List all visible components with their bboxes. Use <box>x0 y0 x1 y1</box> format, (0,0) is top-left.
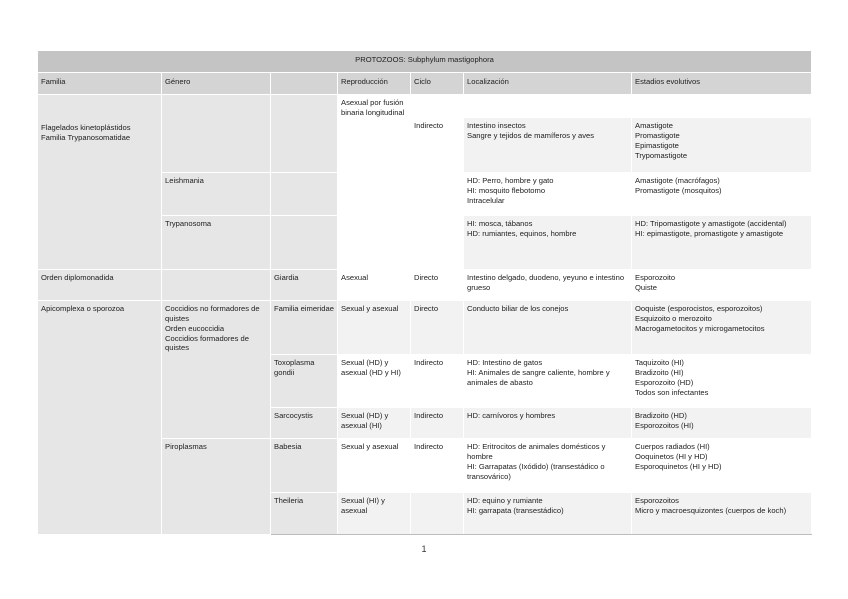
estadio-item: Ooquiste (esporocistos, esporozoitos) <box>635 304 763 313</box>
estadio-item: HD: Tripomastigote y amastigote (accidental) <box>635 219 787 228</box>
estadio-item: Taquizoito (HI) <box>635 358 684 367</box>
table-row <box>38 301 812 355</box>
localizacion-line: Intestino insectos <box>467 121 526 130</box>
localizacion-cell: HD: carnívoros y hombres <box>464 408 632 439</box>
estadio-item: Promastigote (mosquitos) <box>635 185 722 195</box>
familia-cell: Orden diplomonadida <box>38 270 162 301</box>
familia-cell: Apicomplexa o sporozoa <box>38 301 162 535</box>
estadio-item: Amastigote <box>635 121 673 130</box>
table-header-row <box>38 73 812 95</box>
table-title-row <box>38 51 812 73</box>
ciclo-cell: Indirecto <box>411 355 464 408</box>
genero-cell: Piroplasmas <box>162 439 271 535</box>
localizacion-cell <box>464 439 632 493</box>
ciclo-cell: Directo <box>411 270 464 301</box>
localizacion-line: HI: Garrapatas (Ixódido) (transestádico o transovárico) <box>467 461 605 481</box>
localizacion-cell <box>464 173 632 216</box>
localizacion-cell <box>464 355 632 408</box>
page-number: 1 <box>421 544 427 554</box>
estadio-item: Micro y macroesquizontes (cuerpos de koch) <box>635 505 787 515</box>
reproduccion-cell: Sexual (HI) y asexual <box>338 493 411 535</box>
localizacion-line: HI: garrapata (transestádico) <box>467 505 564 515</box>
estadio-item: Todos son infectantes <box>635 387 709 397</box>
especie-cell: Theileria <box>271 493 338 535</box>
especie-cell <box>271 216 338 270</box>
localizacion-cell <box>464 118 632 173</box>
especie-cell: Familia eimeridae <box>271 301 338 355</box>
estadios-cell <box>632 118 812 173</box>
estadio-item: Bradizoito (HD) <box>635 411 687 420</box>
estadio-item: Promastigote <box>635 130 680 140</box>
reproduccion-cell: Asexual por fusión binaria longitudinal <box>338 95 411 270</box>
estadios-cell <box>632 493 812 535</box>
header-genero: Género <box>162 73 271 95</box>
estadio-item: HI: epimastigote, promastigote y amastigote <box>635 228 784 238</box>
ciclo-cell: Indirecto <box>411 439 464 493</box>
localizacion-line: HD: Eritrocitos de animales domésticos y hombre <box>467 442 606 461</box>
localizacion-line: HI: mosquito flebotomo <box>467 185 546 195</box>
estadio-item: Esporozoitos <box>635 496 679 505</box>
header-localizacion: Localización <box>464 73 632 95</box>
estadio-item: Macrogametocitos y microgametocitos <box>635 323 765 333</box>
familia-line: Familia Trypanosomatidae <box>41 132 131 142</box>
reproduccion-cell: Asexual <box>338 270 411 301</box>
especie-cell: Toxoplasma gondii <box>271 355 338 408</box>
localizacion-line: Intracelular <box>467 195 505 205</box>
estadios-cell <box>632 173 812 216</box>
estadios-cell <box>632 355 812 408</box>
estadios-cell <box>632 216 812 270</box>
localizacion-line: HI: Animales de sangre caliente, hombre y animales de abasto <box>467 367 610 387</box>
especie-cell: Babesia <box>271 439 338 493</box>
estadio-item: Cuerpos radiados (HI) <box>635 442 710 451</box>
genero-cell <box>162 301 271 439</box>
localizacion-cell <box>464 95 632 118</box>
localizacion-line: Sangre y tejidos de mamíferos y aves <box>467 130 595 140</box>
estadio-item: Esporozoito <box>635 273 676 282</box>
reproduccion-cell: Sexual y asexual <box>338 439 411 493</box>
estadios-cell <box>632 270 812 301</box>
localizacion-cell <box>464 216 632 270</box>
localizacion-cell: Conducto biliar de los conejos <box>464 301 632 355</box>
localizacion-line: HD: Perro, hombre y gato <box>467 176 554 185</box>
estadios-cell <box>632 408 812 439</box>
estadio-item: Ooquinetos (HI y HD) <box>635 451 708 461</box>
especie-cell <box>271 95 338 173</box>
familia-line: Flagelados kinetoplástidos <box>41 123 131 132</box>
genero-cell: Leishmania <box>162 173 271 216</box>
table-row <box>38 95 812 118</box>
ciclo-cell <box>411 95 464 118</box>
localizacion-cell: Intestino delgado, duodeno, yeyuno e intestino grueso <box>464 270 632 301</box>
localizacion-line: HD: equino y rumiante <box>467 496 543 505</box>
genero-cell: Trypanosoma <box>162 216 271 270</box>
genero-cell <box>162 270 271 301</box>
localizacion-cell <box>464 493 632 535</box>
genero-line: Coccidios formadores de quistes <box>165 333 249 353</box>
estadios-cell <box>632 439 812 493</box>
estadio-item: Amastigote (macrófagos) <box>635 176 720 185</box>
genero-line: Orden eucoccidia <box>165 323 225 333</box>
familia-cell <box>38 95 162 270</box>
ciclo-cell: Directo <box>411 301 464 355</box>
reproduccion-cell: Sexual (HD) y asexual (HI) <box>338 408 411 439</box>
header-familia: Familia <box>38 73 162 95</box>
header-reproduccion: Reproducción <box>338 73 411 95</box>
protozoa-table <box>37 50 812 535</box>
table-row <box>38 270 812 301</box>
reproduccion-cell: Sexual (HD) y asexual (HD y HI) <box>338 355 411 408</box>
localizacion-line: HD: Intestino de gatos <box>467 358 543 367</box>
estadio-item: Esquizoito o merozoito <box>635 313 712 323</box>
header-estadios: Estadios evolutivos <box>632 73 812 95</box>
header-blank <box>271 73 338 95</box>
table-title: PROTOZOOS: Subphylum mastigophora <box>38 51 812 73</box>
localizacion-line: HD: rumiantes, equinos, hombre <box>467 228 577 238</box>
estadio-item: Esporoquinetos (HI y HD) <box>635 461 722 471</box>
genero-line: Coccidios no formadores de quistes <box>165 304 260 323</box>
genero-cell <box>162 95 271 173</box>
ciclo-cell <box>411 493 464 535</box>
estadios-cell <box>632 301 812 355</box>
estadio-item: Epimastigote <box>635 140 679 150</box>
reproduccion-cell: Sexual y asexual <box>338 301 411 355</box>
estadio-item: Bradizoito (HI) <box>635 367 684 377</box>
especie-cell: Sarcocystis <box>271 408 338 439</box>
estadio-item: Esporozoitos (HI) <box>635 420 694 430</box>
estadio-item: Trypomastigote <box>635 150 688 160</box>
localizacion-line: HI: mosca, tábanos <box>467 219 533 228</box>
header-ciclo: Ciclo <box>411 73 464 95</box>
estadio-item: Esporozoito (HD) <box>635 377 694 387</box>
ciclo-cell: Indirecto <box>411 408 464 439</box>
especie-cell <box>271 173 338 216</box>
especie-cell: Giardia <box>271 270 338 301</box>
estadio-item: Quiste <box>635 282 657 292</box>
estadios-cell <box>632 95 812 118</box>
ciclo-cell: Indirecto <box>411 118 464 270</box>
